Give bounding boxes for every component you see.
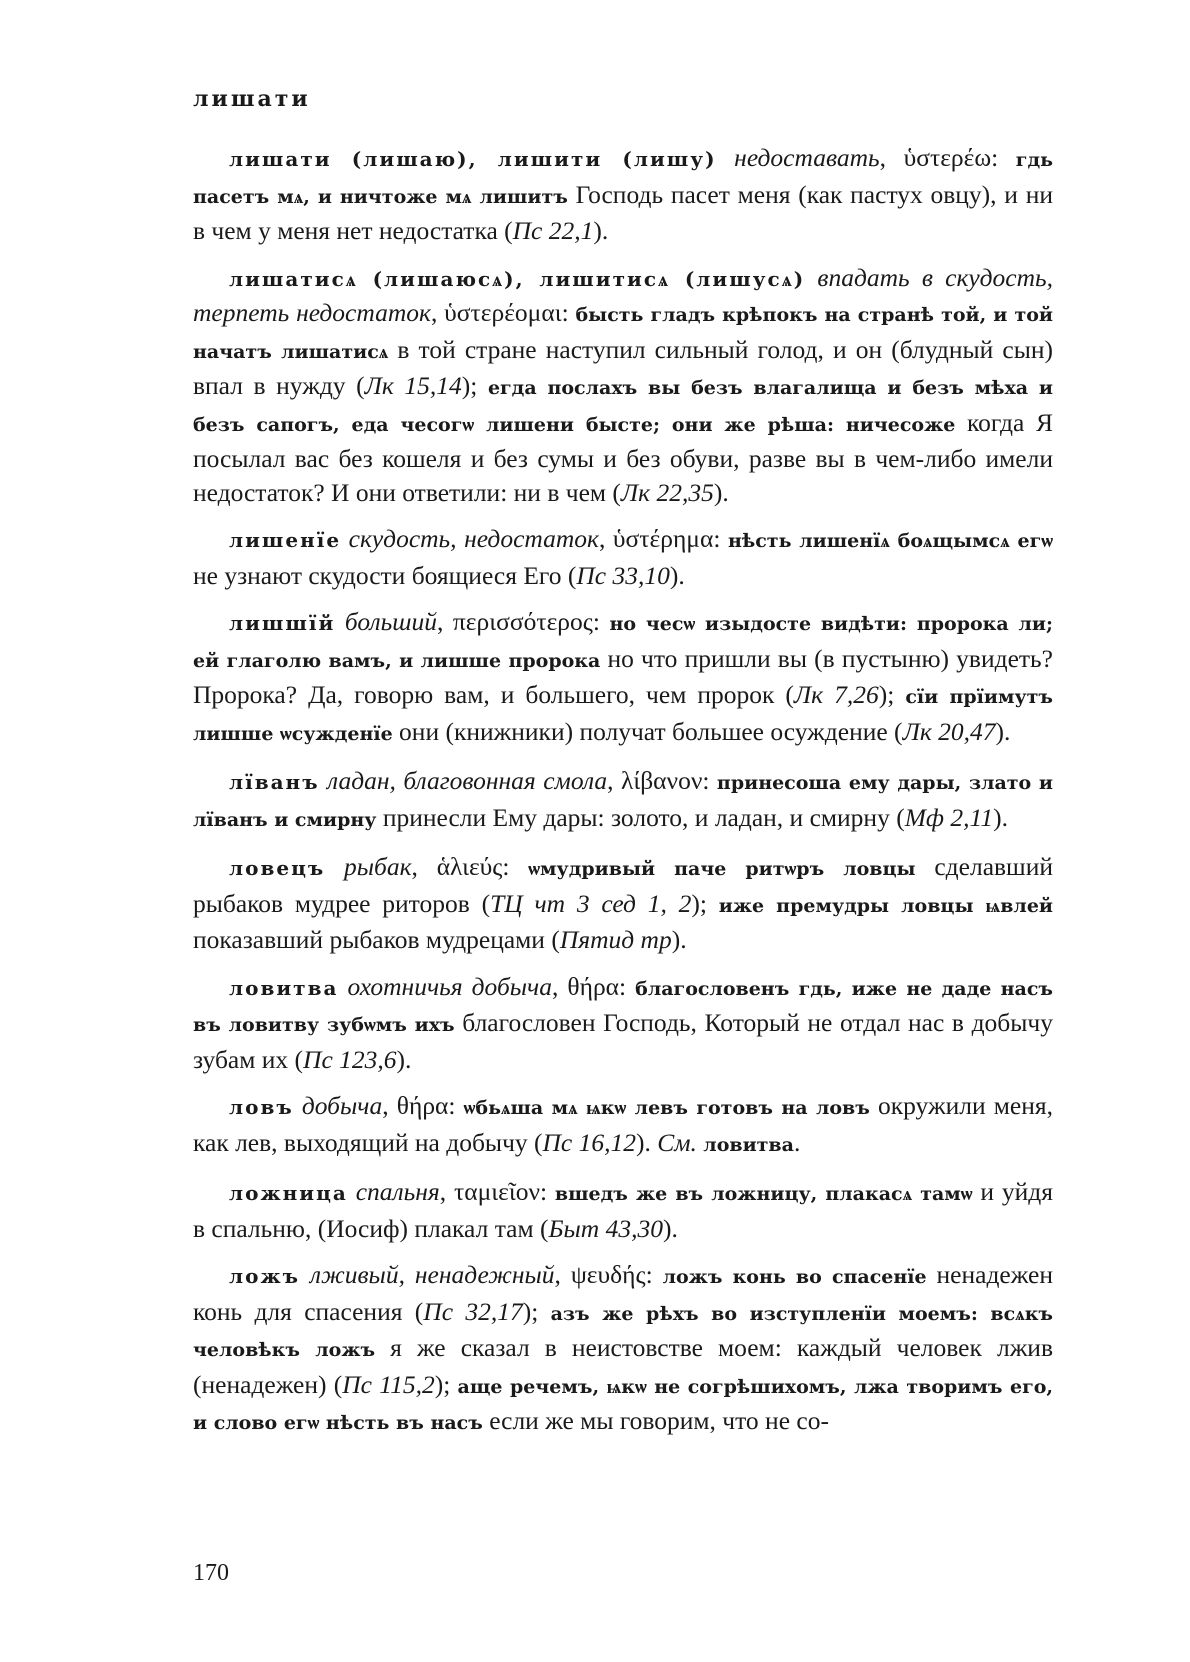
dictionary-entry	[193, 1089, 1053, 1162]
reference: Пс 32,17	[423, 1296, 523, 1326]
church-slavonic-quote: нѣсть лишенїѧ боѧщымсѧ егѡ	[727, 530, 1053, 552]
translation-text: Господь пасет меня (как пастух овцу), и ни в чем у меня нет недостатка (	[193, 179, 1053, 245]
definition: впадать в скудость, терпеть недостаток	[193, 262, 1053, 327]
entry-list	[193, 141, 1053, 1454]
translation-text: сделавший рыбаков мудрее риторов (	[193, 852, 1053, 918]
definition: спальня	[347, 1177, 440, 1206]
reference: Лк 15,14	[364, 371, 462, 400]
translation-text: , ψευδής:	[554, 1260, 663, 1289]
church-slavonic-quote: гдь пасетъ мѧ, и ничтоже мѧ лишитъ	[193, 149, 1053, 208]
translation-text: , ταμιεῖον:	[439, 1177, 555, 1206]
translation-text: но что пришли вы (в пустыню) увидеть? Пророка? Да, говорю вам, и большего, чем пророк (	[193, 643, 1053, 709]
translation-text: они (книжники) получат большее осуждение (	[392, 716, 903, 746]
reference: Пс 115,2	[342, 1369, 435, 1399]
reference: Лк 22,35	[620, 477, 714, 507]
reference: Пс 33,10	[576, 560, 670, 590]
translation-text: показавший рыбаков мудрецами (	[193, 925, 560, 954]
definition: добыча	[293, 1091, 383, 1120]
translation-text: , λίβανον:	[607, 766, 717, 795]
church-slavonic-quote: ловитва	[703, 1133, 794, 1156]
definition: больший	[335, 607, 437, 636]
definition: недоставать	[716, 143, 880, 172]
translation-text: окружили меня, как лев, выходящий на добычу (	[193, 1091, 1053, 1157]
headword: ловъ	[229, 1095, 294, 1119]
translation-text: если же мы говорим, что не со-	[482, 1406, 829, 1435]
definition: рыбак	[325, 852, 412, 881]
church-slavonic-quote: ѡмудривый паче ритѡръ ловцы	[528, 858, 916, 880]
definition: См.	[657, 1127, 697, 1157]
headword: лишатисѧ (лишаюсѧ), лишитисѧ (лишусѧ)	[229, 266, 806, 291]
church-slavonic-quote: вшедъ же въ ложницу, плакасѧ тамѡ	[554, 1183, 973, 1205]
definition: скудость, недостаток	[341, 524, 599, 553]
running-head: лишати	[193, 86, 311, 112]
headword: ложница	[229, 1181, 348, 1205]
headword: ловецъ	[229, 856, 326, 880]
church-slavonic-quote: ложъ конь во спасенїе	[662, 1266, 927, 1288]
dictionary-entry	[193, 522, 1053, 592]
translation-text: ).	[995, 716, 1011, 746]
translation-text: );	[691, 888, 719, 918]
dictionary-entry	[193, 605, 1053, 751]
translation-text: принесли Ему дары: золото, и ладан, и смирну (	[376, 802, 905, 832]
translation-text: , ὑστερέομαι:	[430, 298, 576, 327]
translation-text: я же сказал в неистовстве моем: каждый человек лжив (ненадежен) (	[193, 1333, 1053, 1399]
definition: ладан, благовонная смола	[319, 766, 608, 795]
translation-text: ).	[993, 802, 1009, 832]
church-slavonic-quote: бысть гладъ крѣпокъ на странѣ той, и той начатъ лишатисѧ	[193, 304, 1053, 363]
reference: Лк 20,47	[902, 716, 996, 746]
church-slavonic-quote: ѡбьѧша мѧ ѩкѡ левъ готовъ на ловъ	[463, 1097, 870, 1119]
church-slavonic-quote: но чесѡ изыдосте видѣти: пророка ли; ей глаголю вамъ, и лишше пророка	[193, 613, 1053, 672]
church-slavonic-quote: иже премудры ловцы ѩвлей	[718, 894, 1053, 917]
dictionary-entry	[193, 850, 1053, 957]
page-number: 170	[193, 1560, 229, 1586]
reference: Пятид тр	[559, 925, 672, 954]
reference: Пс 22,1	[512, 216, 594, 245]
church-slavonic-quote: аще речемъ, ѩкѡ не согрѣшихомъ, лжа творимъ его, и слово егѡ нѣсть въ насъ	[193, 1375, 1054, 1434]
reference: Лк 7,26	[793, 680, 879, 709]
translation-text: );	[434, 1369, 458, 1399]
translation-text: ).	[636, 1127, 658, 1157]
headword: ловитва	[229, 975, 339, 1000]
translation-text: когда Я посылал вас без кошеля и без сумы и без обуви, разве вы в чем-либо имели недостаток? И они ответили: ни в чем (	[193, 407, 1053, 507]
church-slavonic-quote: сїи прїимутъ лишше ѡсужденїе	[193, 686, 1053, 745]
definition: охотничья добыча	[338, 971, 552, 1001]
dictionary-page	[193, 0, 1053, 1662]
translation-text: , ὑστερέω:	[879, 143, 1016, 172]
translation-text: );	[522, 1296, 551, 1326]
dictionary-entry	[193, 1258, 1053, 1441]
church-slavonic-quote: азъ же рѣхъ во изступленїи моемъ: всѧкъ человѣкъ ложъ	[193, 1302, 1053, 1361]
translation-text: .	[793, 1127, 801, 1157]
translation-text: , ἁλιεύς:	[411, 852, 529, 881]
translation-text: благословен Господь, Который не отдал нас в добычу зубам их (	[193, 1008, 1053, 1074]
translation-text: , θήρα:	[551, 971, 636, 1001]
translation-text: ).	[396, 1044, 412, 1074]
headword: лишати (лишаю), лишити (лишу)	[229, 147, 717, 171]
dictionary-entry	[193, 261, 1053, 510]
church-slavonic-quote: принесоша ему дары, злато и лїванъ и смирну	[193, 772, 1054, 831]
translation-text: ненадежен конь для спасения (	[193, 1260, 1053, 1326]
headword: лїванъ	[229, 770, 320, 794]
reference: Мф 2,11	[904, 802, 994, 832]
translation-text: , περισσότερος:	[437, 607, 610, 636]
translation-text: ).	[671, 925, 687, 954]
reference: ТЦ чт 3 сед 1, 2	[490, 888, 692, 918]
church-slavonic-quote: благословенъ гдь, иже не даде насъ въ ловитву зубѡмъ ихъ	[193, 977, 1053, 1036]
definition: лживый, ненадежный	[299, 1260, 555, 1289]
translation-text: ).	[662, 1213, 678, 1243]
translation-text: );	[461, 371, 488, 400]
translation-text: );	[878, 680, 906, 709]
translation-text: ).	[669, 560, 685, 590]
translation-text: ).	[713, 477, 729, 507]
headword: ложъ	[229, 1264, 300, 1288]
translation-text: в той стране наступил сильный голод, и он (блудный сын) впал в нужду (	[193, 334, 1053, 400]
translation-text: , θήρα:	[382, 1091, 464, 1120]
reference: Быт 43,30	[548, 1213, 663, 1243]
reference: Пс 123,6	[303, 1044, 397, 1074]
church-slavonic-quote: егда послахъ вы безъ влагалища и безъ мѣха и безъ сапогъ, еда чесогѡ лишени бысте; они же рѣша: ничесоже	[193, 377, 1054, 436]
headword: лишшїй	[229, 611, 336, 635]
translation-text: не узнают скудости боящиеся Его (	[193, 560, 577, 590]
translation-text: ).	[593, 216, 609, 245]
headword: лишенїе	[229, 528, 342, 552]
dictionary-entry	[193, 970, 1053, 1077]
reference: Пс 16,12	[542, 1127, 636, 1157]
dictionary-entry	[193, 141, 1053, 248]
translation-text: , ὑστέρημα:	[598, 524, 728, 553]
dictionary-entry	[193, 1175, 1053, 1245]
translation-text: и уйдя в спальню, (Иосиф) плакал там (	[193, 1177, 1054, 1243]
dictionary-entry	[193, 764, 1053, 837]
